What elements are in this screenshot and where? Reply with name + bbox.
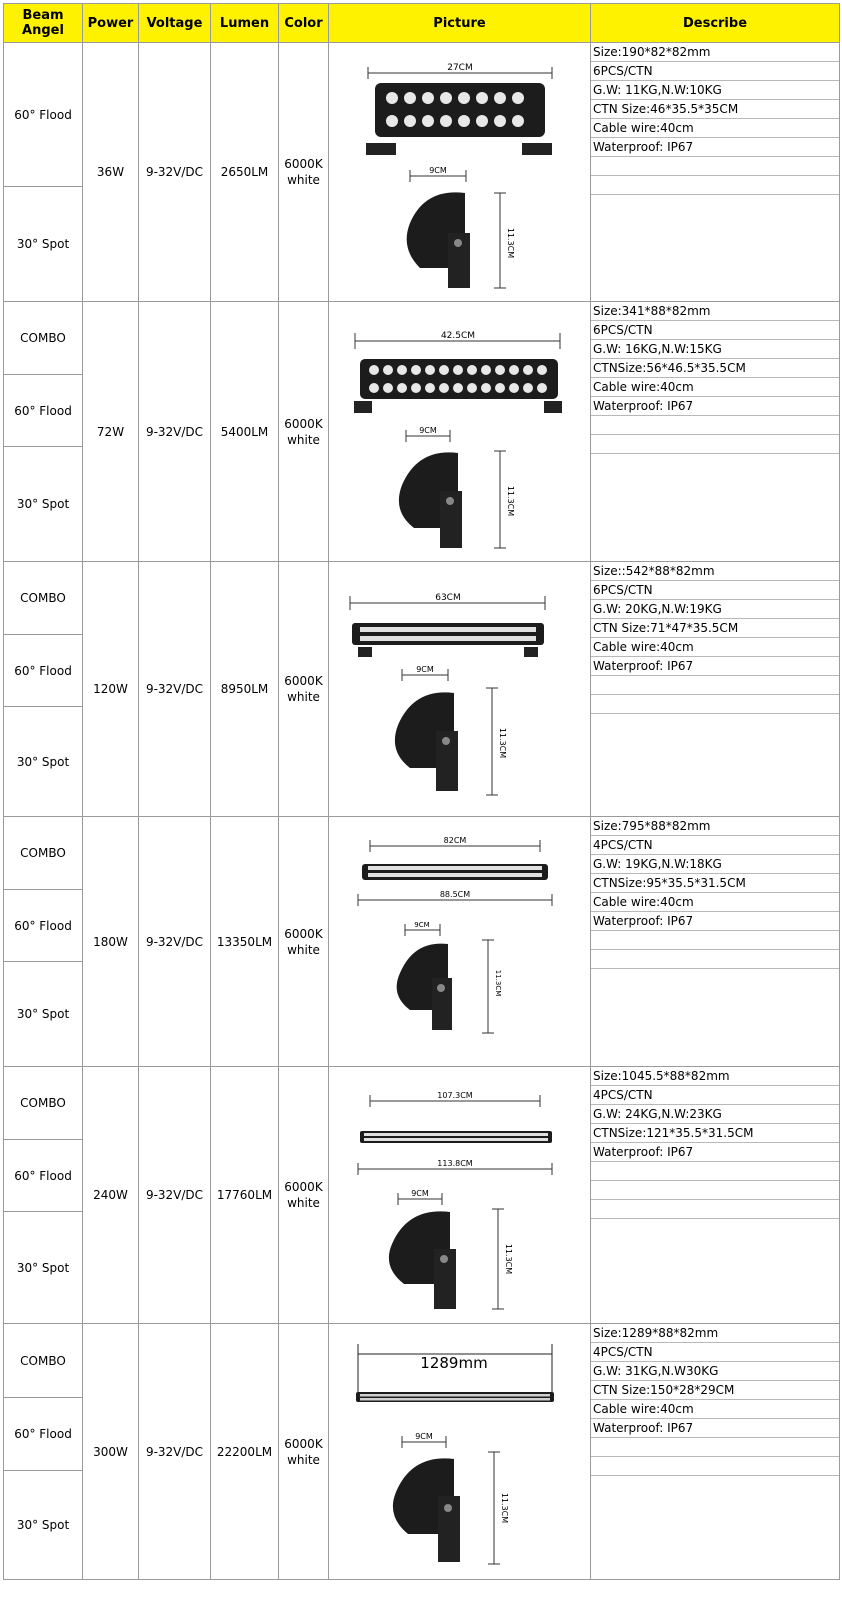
describe-cell [591,43,840,302]
voltage-cell: 9-32V/DC [139,1067,211,1324]
spec-line: Cable wire:40cm [591,378,839,397]
beam-cell: 30° Spot [4,1212,83,1324]
spec-line-empty [591,950,839,969]
spec-line: Cable wire:40cm [591,893,839,912]
product-row [4,1324,840,1398]
power-cell: 180W [83,817,139,1067]
spec-line: G.W: 24KG,N.W:23KG [591,1105,839,1124]
length-label: 1289mm [419,1354,488,1372]
spec-line: 4PCS/CTN [591,1343,839,1362]
power-cell: 36W [83,43,139,302]
color-temp: 6000K [284,1436,323,1451]
color-temp: 6000K [284,157,323,171]
spec-line-empty [591,1181,839,1200]
header-describe: Describe [591,4,840,43]
lumen-cell: 17760LM [211,1067,279,1324]
picture-cell [329,1324,591,1580]
width-label: 9CM [418,425,437,435]
color-temp: 6000K [284,674,323,688]
height-label: 11.3CM [503,1243,513,1274]
spec-line: Waterproof: IP67 [591,657,839,676]
color-cell [279,43,329,302]
light-bar-diagram [330,818,590,1063]
spec-line-empty [591,931,839,950]
beam-cell: 60° Flood [4,1140,83,1212]
picture-cell [329,1067,591,1324]
beam-cell: 30° Spot [4,1471,83,1580]
beam-cell: COMBO [4,562,83,635]
spec-line: 6PCS/CTN [591,581,839,600]
beam-cell: 30° Spot [4,707,83,817]
spec-line: Cable wire:40cm [591,638,839,657]
beam-cell: COMBO [4,1067,83,1140]
beam-cell: COMBO [4,817,83,890]
picture-cell [329,302,591,562]
spec-line: CTNSize:95*35.5*31.5CM [591,874,839,893]
light-bar-diagram [330,43,590,298]
header-voltage: Voltage [139,4,211,43]
beam-cell: 30° Spot [4,447,83,562]
spec-line: CTN Size:46*35.5*35CM [591,100,839,119]
spec-line: CTN Size:71*47*35.5CM [591,619,839,638]
spec-line: Size:1289*88*82mm [591,1324,839,1343]
width-label: 9CM [413,920,430,929]
spec-line: Cable wire:40cm [591,1400,839,1419]
product-row [4,43,840,187]
picture-cell [329,562,591,817]
spec-line: Size::542*88*82mm [591,562,839,581]
spec-line: Cable wire:40cm [591,119,839,138]
beam-cell: 60° Flood [4,375,83,447]
width-label: 9CM [410,1188,429,1198]
light-bar-image [360,359,558,399]
height-label: 11.3CM [493,969,502,996]
product-row [4,1067,840,1140]
describe-cell [591,817,840,1067]
spec-line-empty [591,157,839,176]
spec-line-empty [591,1457,839,1476]
lumen-cell: 8950LM [211,562,279,817]
light-bar-diagram [330,1324,590,1576]
color-cell [279,817,329,1067]
color-cell [279,1324,329,1580]
color-name: white [287,432,320,447]
lumen-cell: 2650LM [211,43,279,302]
spec-line-empty [591,176,839,195]
color-temp: 6000K [284,926,323,941]
voltage-cell: 9-32V/DC [139,562,211,817]
power-cell: 300W [83,1324,139,1580]
spec-line-empty [591,416,839,435]
beam-cell: 60° Flood [4,890,83,962]
width-label: 9CM [414,1432,433,1441]
length-label: 42.5CM [440,330,475,341]
light-bar-image [360,1131,552,1143]
length-label: 82CM [443,835,466,845]
spec-line: 4PCS/CTN [591,1086,839,1105]
spec-line: Waterproof: IP67 [591,1419,839,1438]
spec-line-empty [591,435,839,454]
spec-line: Waterproof: IP67 [591,138,839,157]
beam-cell: COMBO [4,302,83,375]
power-cell: 72W [83,302,139,562]
spec-line: G.W: 31KG,N.W30KG [591,1362,839,1381]
beam-cell: 60° Flood [4,635,83,707]
color-name: white [287,1452,320,1467]
voltage-cell: 9-32V/DC [139,1324,211,1580]
describe-cell [591,1067,840,1324]
length-label: 107.3CM [436,1090,473,1100]
beam-cell: 30° Spot [4,962,83,1067]
spec-line: Waterproof: IP67 [591,397,839,416]
product-row [4,302,840,375]
lumen-cell: 13350LM [211,817,279,1067]
length-label-outer: 113.8CM [436,1158,473,1168]
spec-line: Waterproof: IP67 [591,1143,839,1162]
header-power: Power [83,4,139,43]
length-label: 27CM [446,63,473,73]
color-cell [279,302,329,562]
spec-line: Size:190*82*82mm [591,43,839,62]
spec-line: G.W: 16KG,N.W:15KG [591,340,839,359]
color-temp: 6000K [284,416,323,431]
spec-line-empty [591,1438,839,1457]
power-cell: 120W [83,562,139,817]
spec-table [3,3,840,1580]
color-cell [279,1067,329,1324]
width-label: 9CM [428,166,447,175]
voltage-cell: 9-32V/DC [139,302,211,562]
width-label: 9CM [415,664,434,674]
spec-line: CTN Size:150*28*29CM [591,1381,839,1400]
header-picture: Picture [329,4,591,43]
header-beam: Beam Angel [4,4,83,43]
voltage-cell: 9-32V/DC [139,817,211,1067]
light-bar-diagram [330,1069,590,1319]
picture-cell [329,817,591,1067]
length-label: 63CM [434,592,461,603]
header-row [4,4,840,43]
light-bar-image [352,623,544,645]
beam-cell: 60° Flood [4,1398,83,1471]
height-label: 11.3CM [497,727,507,758]
color-name: white [287,173,320,187]
spec-line-empty [591,676,839,695]
spec-line: 6PCS/CTN [591,321,839,340]
height-label: 11.3CM [505,485,515,516]
product-row [4,817,840,890]
describe-cell [591,1324,840,1580]
color-temp: 6000K [284,1180,323,1194]
light-bar-diagram [330,303,590,558]
light-bar-image [375,83,545,137]
color-name: white [287,690,320,704]
spec-line: Size:1045.5*88*82mm [591,1067,839,1086]
spec-line: Size:341*88*82mm [591,302,839,321]
lumen-cell: 22200LM [211,1324,279,1580]
spec-line-empty [591,695,839,714]
light-bar-diagram [330,563,590,813]
spec-line: 6PCS/CTN [591,62,839,81]
spec-line: CTNSize:121*35.5*31.5CM [591,1124,839,1143]
color-cell [279,562,329,817]
height-label: 11.3CM [499,1492,509,1524]
color-name: white [287,1196,320,1210]
describe-cell [591,562,840,817]
spec-line: Waterproof: IP67 [591,912,839,931]
spec-line-empty [591,1200,839,1219]
spec-line: CTNSize:56*46.5*35.5CM [591,359,839,378]
length-label-outer: 88.5CM [439,889,470,899]
lumen-cell: 5400LM [211,302,279,562]
spec-line: G.W: 20KG,N.W:19KG [591,600,839,619]
spec-line-empty [591,1162,839,1181]
spec-line: G.W: 11KG,N.W:10KG [591,81,839,100]
voltage-cell: 9-32V/DC [139,43,211,302]
spec-line: G.W: 19KG,N.W:18KG [591,855,839,874]
beam-cell: COMBO [4,1324,83,1398]
header-color: Color [279,4,329,43]
power-cell: 240W [83,1067,139,1324]
picture-cell [329,43,591,302]
describe-cell [591,302,840,562]
product-row [4,562,840,635]
spec-line: Size:795*88*82mm [591,817,839,836]
header-lumen: Lumen [211,4,279,43]
spec-line: 4PCS/CTN [591,836,839,855]
color-name: white [287,942,320,957]
height-label: 11.3CM [505,227,515,259]
beam-cell: 60° Flood [4,43,83,187]
beam-cell: 30° Spot [4,187,83,302]
